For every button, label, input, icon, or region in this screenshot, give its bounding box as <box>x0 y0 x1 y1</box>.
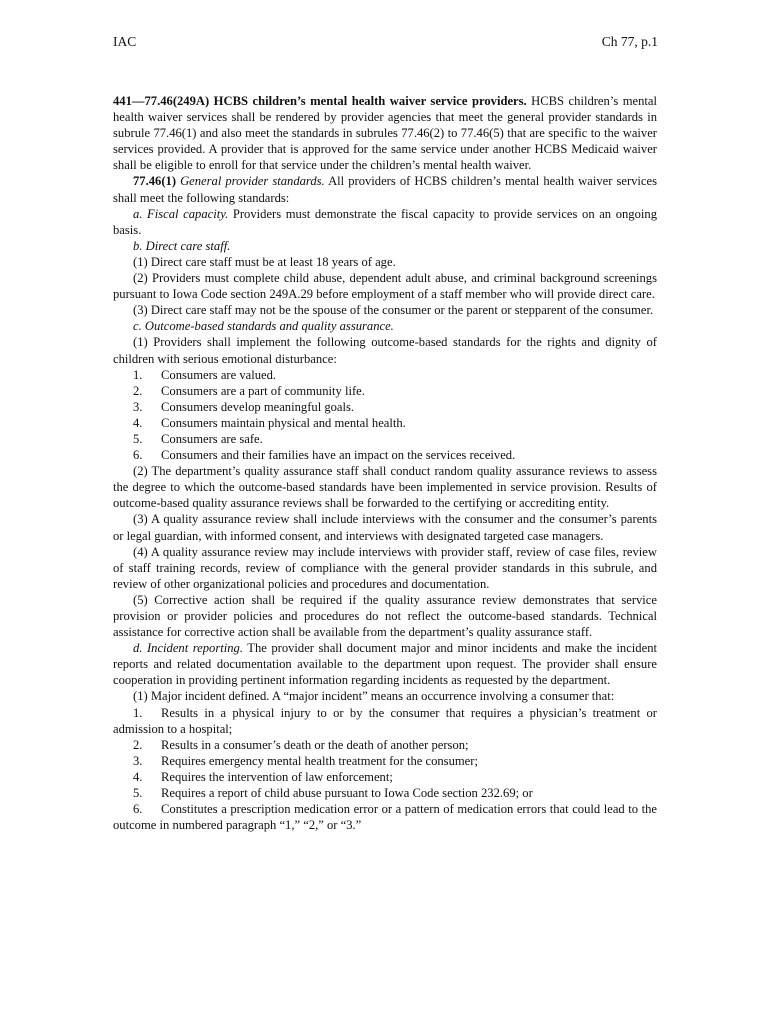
para-c-item: (2) The department’s quality assurance staff shall conduct random quality assurance reviews to assess the degree to which the outcome-based standards have been implemented in service provision. Results of outcome-based quality assurance reviews shall be forwarded to the certifying or accrediting entity. <box>113 464 657 511</box>
list-item: 4. Requires the intervention of law enforcement; <box>133 769 393 784</box>
list-item: 3. Consumers develop meaningful goals. <box>133 399 355 414</box>
para-d <box>113 640 657 688</box>
para-a <box>113 206 657 238</box>
para-a-text: Providers must demonstrate the fiscal capacity to provide services on an ongoing basis. <box>113 206 657 237</box>
subrule-text: All providers of HCBS children’s mental health waiver services shall meet the following standards: <box>113 174 658 205</box>
para-a-letter: a. <box>133 206 143 221</box>
list-item: 6. Constitutes a prescription medication error or a pattern of medication errors that could lead to the outcome in numbered paragraph “1,” “2,” or “3.” <box>113 802 657 833</box>
list-item: 1. Consumers are valued. <box>133 367 277 382</box>
para-b-item: (3) Direct care staff may not be the spouse of the consumer or the parent or stepparent of the consumer. <box>133 303 654 318</box>
document-body <box>113 93 657 833</box>
list-item: 4. Consumers maintain physical and mental health. <box>133 415 406 430</box>
para-c-item: (3) A quality assurance review shall include interviews with the consumer and the consumer’s parents or legal guardian, with informed consent, and interviews with designated targeted case managers. <box>113 512 657 543</box>
list-item: 1. Results in a physical injury to or by the consumer that requires a physician’s treatment or admission to a hospital; <box>113 705 657 736</box>
subrule-paragraph <box>113 173 657 205</box>
header-left: IAC <box>113 34 137 49</box>
para-b-letter: b. <box>133 238 143 253</box>
list-item: 5. Consumers are safe. <box>133 431 263 446</box>
subrule-number: 77.46(1) <box>133 174 177 189</box>
para-d-item: (1) Major incident defined. A “major incident” means an occurrence involving a consumer that: <box>133 689 615 704</box>
header-right: Ch 77, p.1 <box>601 34 658 49</box>
para-c-letter: c. <box>133 319 142 334</box>
list-item: 3. Requires emergency mental health treatment for the consumer; <box>133 753 478 768</box>
para-d-title: Incident reporting. <box>142 641 243 656</box>
para-d-letter: d. <box>133 641 143 656</box>
rule-text: HCBS children’s mental health waiver services shall be rendered by provider agencies that meet the general provider standards in subrule 77.46(1) and also meet the standards in subrules 77.46(2) to 77.46(5) that are specific to the waiver services provided. A provider that is approved for the same service under another HCBS Medicaid waiver shall be eligible to enroll for that service under the children’s mental health waiver. <box>113 94 657 173</box>
para-b-title: Direct care staff. <box>142 238 231 253</box>
para-b-item: (2) Providers must complete child abuse, dependent adult abuse, and criminal background screenings pursuant to Iowa Code section 249A.29 before employment of a staff member who will provide direct care. <box>113 271 657 302</box>
para-b-item: (1) Direct care staff must be at least 18 years of age. <box>133 254 396 269</box>
para-c-item: (5) Corrective action shall be required if the quality assurance review demonstrates that service provision or provider policies and procedures do not reflect the outcome-based standards. Technical assistance for corrective action shall be available from the department’s quality assurance staff. <box>113 592 657 640</box>
para-c-item: (4) A quality assurance review may include interviews with provider staff, review of case files, review of staff training records, review of compliance with the general provider standards in this subrule, and review of other organizational policies and procedures and documentation. <box>113 544 657 591</box>
list-item: 5. Requires a report of child abuse pursuant to Iowa Code section 232.69; or <box>133 786 533 801</box>
para-b <box>113 238 657 254</box>
list-item: 6. Consumers and their families have an impact on the services received. <box>133 448 516 463</box>
rule-heading: 441—77.46(249A) HCBS children’s mental health waiver service providers. <box>113 94 527 108</box>
subrule-title: General provider standards. <box>176 174 325 189</box>
list-item: 2. Consumers are a part of community life. <box>133 383 365 398</box>
para-c-title: Outcome-based standards and quality assurance. <box>141 319 394 334</box>
para-a-title: Fiscal capacity. <box>142 206 229 221</box>
para-d-text: The provider shall document major and minor incidents and make the incident reports and related documentation available to the department upon request. The provider shall ensure cooperation in providing pertinent information regarding incidents as requested by the department. <box>113 641 657 688</box>
list-item: 2. Results in a consumer’s death or the death of another person; <box>133 737 469 752</box>
para-c-item: (1) Providers shall implement the following outcome-based standards for the rights and dignity of children with serious emotional disturbance: <box>113 335 657 366</box>
para-c <box>113 318 657 334</box>
rule-paragraph <box>113 93 657 173</box>
